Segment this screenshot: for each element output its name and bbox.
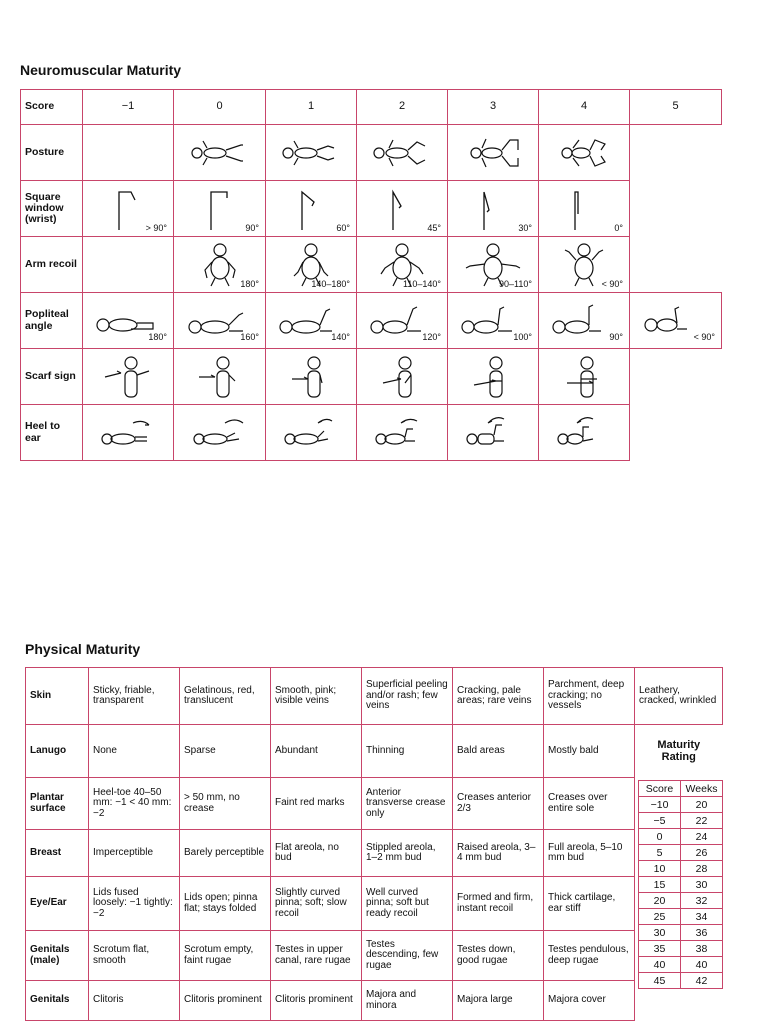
maturity-score: 10 <box>639 861 681 877</box>
physical-table <box>25 667 723 1021</box>
maturity-weeks: 30 <box>681 877 723 893</box>
eye-ear-cell: Thick cartilage, ear stiff <box>544 877 635 931</box>
maturity-score: 40 <box>639 957 681 973</box>
posture-figure-icon <box>185 136 255 170</box>
angle-label: < 90° <box>601 279 623 290</box>
posture-figure-icon <box>549 136 619 170</box>
arm-recoil-cell <box>539 237 630 293</box>
heel-label: Heel to ear <box>21 405 83 461</box>
score-col: 3 <box>448 90 539 125</box>
score-col: 1 <box>266 90 357 125</box>
lanugo-cell: Sparse <box>180 725 271 778</box>
score-col: 5 <box>630 90 722 125</box>
lanugo-cell: Mostly bald <box>544 725 635 778</box>
angle-label: 45° <box>427 223 441 234</box>
lanugo-cell: Abundant <box>271 725 362 778</box>
angle-label: 140° <box>331 332 350 343</box>
plantar-cell: Faint red marks <box>271 778 362 830</box>
scarf-row <box>21 349 722 405</box>
square-window-cell <box>357 181 448 237</box>
maturity-row <box>639 941 723 957</box>
lanugo-row <box>26 725 723 778</box>
scarf-cell <box>539 349 630 405</box>
breast-cell: Stippled areola, 1–2 mm bud <box>362 830 453 877</box>
genitals-male-cell: Testes descending, few rugae <box>362 931 453 981</box>
angle-label: 90° <box>609 332 623 343</box>
posture-cell <box>357 125 448 181</box>
maturity-row <box>639 909 723 925</box>
popliteal-cell <box>539 293 630 349</box>
genitals-female-cell: Majora large <box>453 981 544 1021</box>
breast-cell: Full areola, 5–10 mm bud <box>544 830 635 877</box>
popliteal-cell <box>357 293 448 349</box>
plantar-cell: Anterior transverse crease only <box>362 778 453 830</box>
posture-cell <box>539 125 630 181</box>
skin-cell: Sticky, friable, transparent <box>89 668 180 725</box>
breast-row <box>26 830 723 877</box>
posture-figure-icon <box>276 136 346 170</box>
skin-cell: Parchment, deep cracking; no vessels <box>544 668 635 725</box>
square-window-cell <box>266 181 357 237</box>
square-window-cell <box>174 181 266 237</box>
scarf-figure-icon <box>458 353 528 401</box>
scarf-figure-icon <box>185 353 255 401</box>
arm-recoil-label: Arm recoil <box>21 237 83 293</box>
skin-cell: Cracking, pale areas; rare veins <box>453 668 544 725</box>
arm-recoil-cell <box>83 237 174 293</box>
maturity-weeks-header: Weeks <box>681 781 723 797</box>
genitals-male-cell: Scrotum flat, smooth <box>89 931 180 981</box>
popliteal-cell <box>83 293 174 349</box>
skin-cell: Gelatinous, red, translucent <box>180 668 271 725</box>
score-col: −1 <box>83 90 174 125</box>
plantar-cell: Creases anterior 2/3 <box>453 778 544 830</box>
genitals-male-cell: Testes pendulous, deep rugae <box>544 931 635 981</box>
angle-label: 110–140° <box>403 279 441 290</box>
heel-figure-icon <box>185 411 255 455</box>
wrist-angle-icon <box>549 184 619 234</box>
heel-figure-icon <box>458 411 528 455</box>
heel-cell <box>266 405 357 461</box>
scarf-empty-cell <box>630 349 722 405</box>
skin-cell: Leathery, cracked, wrinkled <box>635 668 723 725</box>
angle-label: 60° <box>336 223 350 234</box>
skin-cell: Superficial peeling and/or rash; few veins <box>362 668 453 725</box>
maturity-weeks: 28 <box>681 861 723 877</box>
breast-cell: Raised areola, 3–4 mm bud <box>453 830 544 877</box>
eye-ear-cell: Well curved pinna; soft but ready recoil <box>362 877 453 931</box>
square-window-label: Square window (wrist) <box>21 181 83 237</box>
maturity-weeks: 20 <box>681 797 723 813</box>
angle-label: 90–110° <box>499 279 532 290</box>
skin-row <box>26 668 723 725</box>
plantar-row <box>26 778 723 830</box>
maturity-score: 45 <box>639 973 681 989</box>
posture-figure-icon <box>367 136 437 170</box>
maturity-row <box>639 925 723 941</box>
maturity-weeks: 24 <box>681 829 723 845</box>
breast-cell: Barely perceptible <box>180 830 271 877</box>
skin-cell: Smooth, pink; visible veins <box>271 668 362 725</box>
maturity-row <box>639 813 723 829</box>
popliteal-cell <box>630 293 722 349</box>
maturity-weeks: 36 <box>681 925 723 941</box>
scarf-cell <box>174 349 266 405</box>
scarf-cell <box>448 349 539 405</box>
popliteal-cell <box>448 293 539 349</box>
maturity-score: 0 <box>639 829 681 845</box>
maturity-title-cell <box>635 725 723 778</box>
maturity-score: 30 <box>639 925 681 941</box>
scarf-cell <box>357 349 448 405</box>
angle-label: 100° <box>513 332 532 343</box>
maturity-row <box>639 861 723 877</box>
heel-figure-icon <box>93 411 163 455</box>
arm-recoil-cell <box>266 237 357 293</box>
scarf-cell <box>266 349 357 405</box>
heel-cell <box>83 405 174 461</box>
score-label: Score <box>21 90 83 125</box>
posture-figure-icon <box>458 136 528 170</box>
popliteal-row <box>21 293 722 349</box>
scarf-figure-icon <box>549 353 619 401</box>
skin-label: Skin <box>26 668 89 725</box>
genitals-female-label: Genitals <box>26 981 89 1021</box>
maturity-score: 35 <box>639 941 681 957</box>
genitals-female-cell: Clitoris <box>89 981 180 1021</box>
maturity-weeks: 40 <box>681 957 723 973</box>
genitals-male-row <box>26 931 723 981</box>
arm-recoil-cell <box>174 237 266 293</box>
maturity-score: 15 <box>639 877 681 893</box>
genitals-male-cell: Scrotum empty, faint rugae <box>180 931 271 981</box>
eye-ear-cell: Lids fused loosely: −1 tightly: −2 <box>89 877 180 931</box>
angle-label: 180° <box>148 332 167 343</box>
maturity-score: −10 <box>639 797 681 813</box>
lanugo-cell: Bald areas <box>453 725 544 778</box>
genitals-female-row <box>26 981 723 1021</box>
posture-cell <box>83 125 174 181</box>
maturity-weeks: 38 <box>681 941 723 957</box>
posture-empty-cell <box>630 125 722 181</box>
square-window-cell <box>448 181 539 237</box>
eye-ear-cell: Lids open; pinna flat; stays folded <box>180 877 271 931</box>
heel-row <box>21 405 722 461</box>
genitals-female-cell: Clitoris prominent <box>180 981 271 1021</box>
popliteal-label: Popliteal angle <box>21 293 83 349</box>
plantar-label: Plantar surface <box>26 778 89 830</box>
maturity-rating-table <box>638 780 723 989</box>
neuromuscular-title: Neuromuscular Maturity <box>20 62 182 78</box>
angle-label: > 90° <box>145 223 167 234</box>
maturity-score: −5 <box>639 813 681 829</box>
maturity-row <box>639 829 723 845</box>
genitals-male-cell: Testes down, good rugae <box>453 931 544 981</box>
breast-label: Breast <box>26 830 89 877</box>
angle-label: 160° <box>240 332 259 343</box>
heel-cell <box>357 405 448 461</box>
posture-cell <box>266 125 357 181</box>
posture-row <box>21 125 722 181</box>
genitals-female-cell: Majora and minora <box>362 981 453 1021</box>
maturity-row <box>639 957 723 973</box>
genitals-male-cell: Testes in upper canal, rare rugae <box>271 931 362 981</box>
posture-cell <box>174 125 266 181</box>
wrist-angle-icon <box>185 184 255 234</box>
maturity-header-row <box>639 781 723 797</box>
plantar-cell: Creases over entire sole <box>544 778 635 830</box>
heel-cell <box>539 405 630 461</box>
plantar-cell: Heel-toe 40–50 mm: −1 < 40 mm: −2 <box>89 778 180 830</box>
eye-ear-cell: Formed and firm, instant recoil <box>453 877 544 931</box>
maturity-weeks: 26 <box>681 845 723 861</box>
maturity-row <box>639 845 723 861</box>
neuromuscular-table <box>20 89 722 461</box>
maturity-score: 20 <box>639 893 681 909</box>
square-window-cell <box>83 181 174 237</box>
maturity-weeks: 22 <box>681 813 723 829</box>
heel-cell <box>448 405 539 461</box>
scarf-cell <box>83 349 174 405</box>
posture-cell <box>448 125 539 181</box>
scarf-figure-icon <box>367 353 437 401</box>
genitals-male-label: Genitals (male) <box>26 931 89 981</box>
maturity-weeks: 34 <box>681 909 723 925</box>
maturity-score-header: Score <box>639 781 681 797</box>
scarf-figure-icon <box>276 353 346 401</box>
score-col: 4 <box>539 90 630 125</box>
maturity-weeks: 32 <box>681 893 723 909</box>
angle-label: 180° <box>240 279 259 290</box>
arm-recoil-empty-cell <box>630 237 722 293</box>
arm-recoil-cell <box>357 237 448 293</box>
maturity-weeks: 42 <box>681 973 723 989</box>
plantar-cell: > 50 mm, no crease <box>180 778 271 830</box>
popliteal-cell <box>174 293 266 349</box>
genitals-female-cell: Majora cover <box>544 981 635 1021</box>
maturity-rating-title: Maturity Rating <box>657 739 701 764</box>
eye-ear-label: Eye/Ear <box>26 877 89 931</box>
square-window-cell <box>539 181 630 237</box>
maturity-row <box>639 893 723 909</box>
angle-label: 140–180° <box>311 279 350 290</box>
angle-label: 120° <box>422 332 441 343</box>
heel-figure-icon <box>549 411 619 455</box>
popliteal-cell <box>266 293 357 349</box>
eye-ear-row <box>26 877 723 931</box>
eye-ear-cell: Slightly curved pinna; soft; slow recoil <box>271 877 362 931</box>
score-col: 0 <box>174 90 266 125</box>
square-window-row <box>21 181 722 237</box>
heel-figure-icon <box>367 411 437 455</box>
heel-empty-cell <box>630 405 722 461</box>
score-header-row <box>21 90 722 125</box>
maturity-row <box>639 797 723 813</box>
breast-cell: Imperceptible <box>89 830 180 877</box>
angle-label: 90° <box>245 223 259 234</box>
square-window-empty-cell <box>630 181 722 237</box>
breast-cell: Flat areola, no bud <box>271 830 362 877</box>
posture-label: Posture <box>21 125 83 181</box>
angle-label: 30° <box>518 223 532 234</box>
genitals-female-cell: Clitoris prominent <box>271 981 362 1021</box>
maturity-score: 25 <box>639 909 681 925</box>
lanugo-cell: Thinning <box>362 725 453 778</box>
angle-label: 0° <box>614 223 623 234</box>
score-col: 2 <box>357 90 448 125</box>
lanugo-label: Lanugo <box>26 725 89 778</box>
arm-recoil-cell <box>448 237 539 293</box>
arm-recoil-row <box>21 237 722 293</box>
maturity-score: 5 <box>639 845 681 861</box>
lanugo-cell: None <box>89 725 180 778</box>
heel-cell <box>174 405 266 461</box>
maturity-row <box>639 877 723 893</box>
heel-figure-icon <box>276 411 346 455</box>
physical-title: Physical Maturity <box>25 641 141 657</box>
maturity-row <box>639 973 723 989</box>
scarf-label: Scarf sign <box>21 349 83 405</box>
angle-label: < 90° <box>693 332 715 343</box>
scarf-figure-icon <box>93 353 163 401</box>
